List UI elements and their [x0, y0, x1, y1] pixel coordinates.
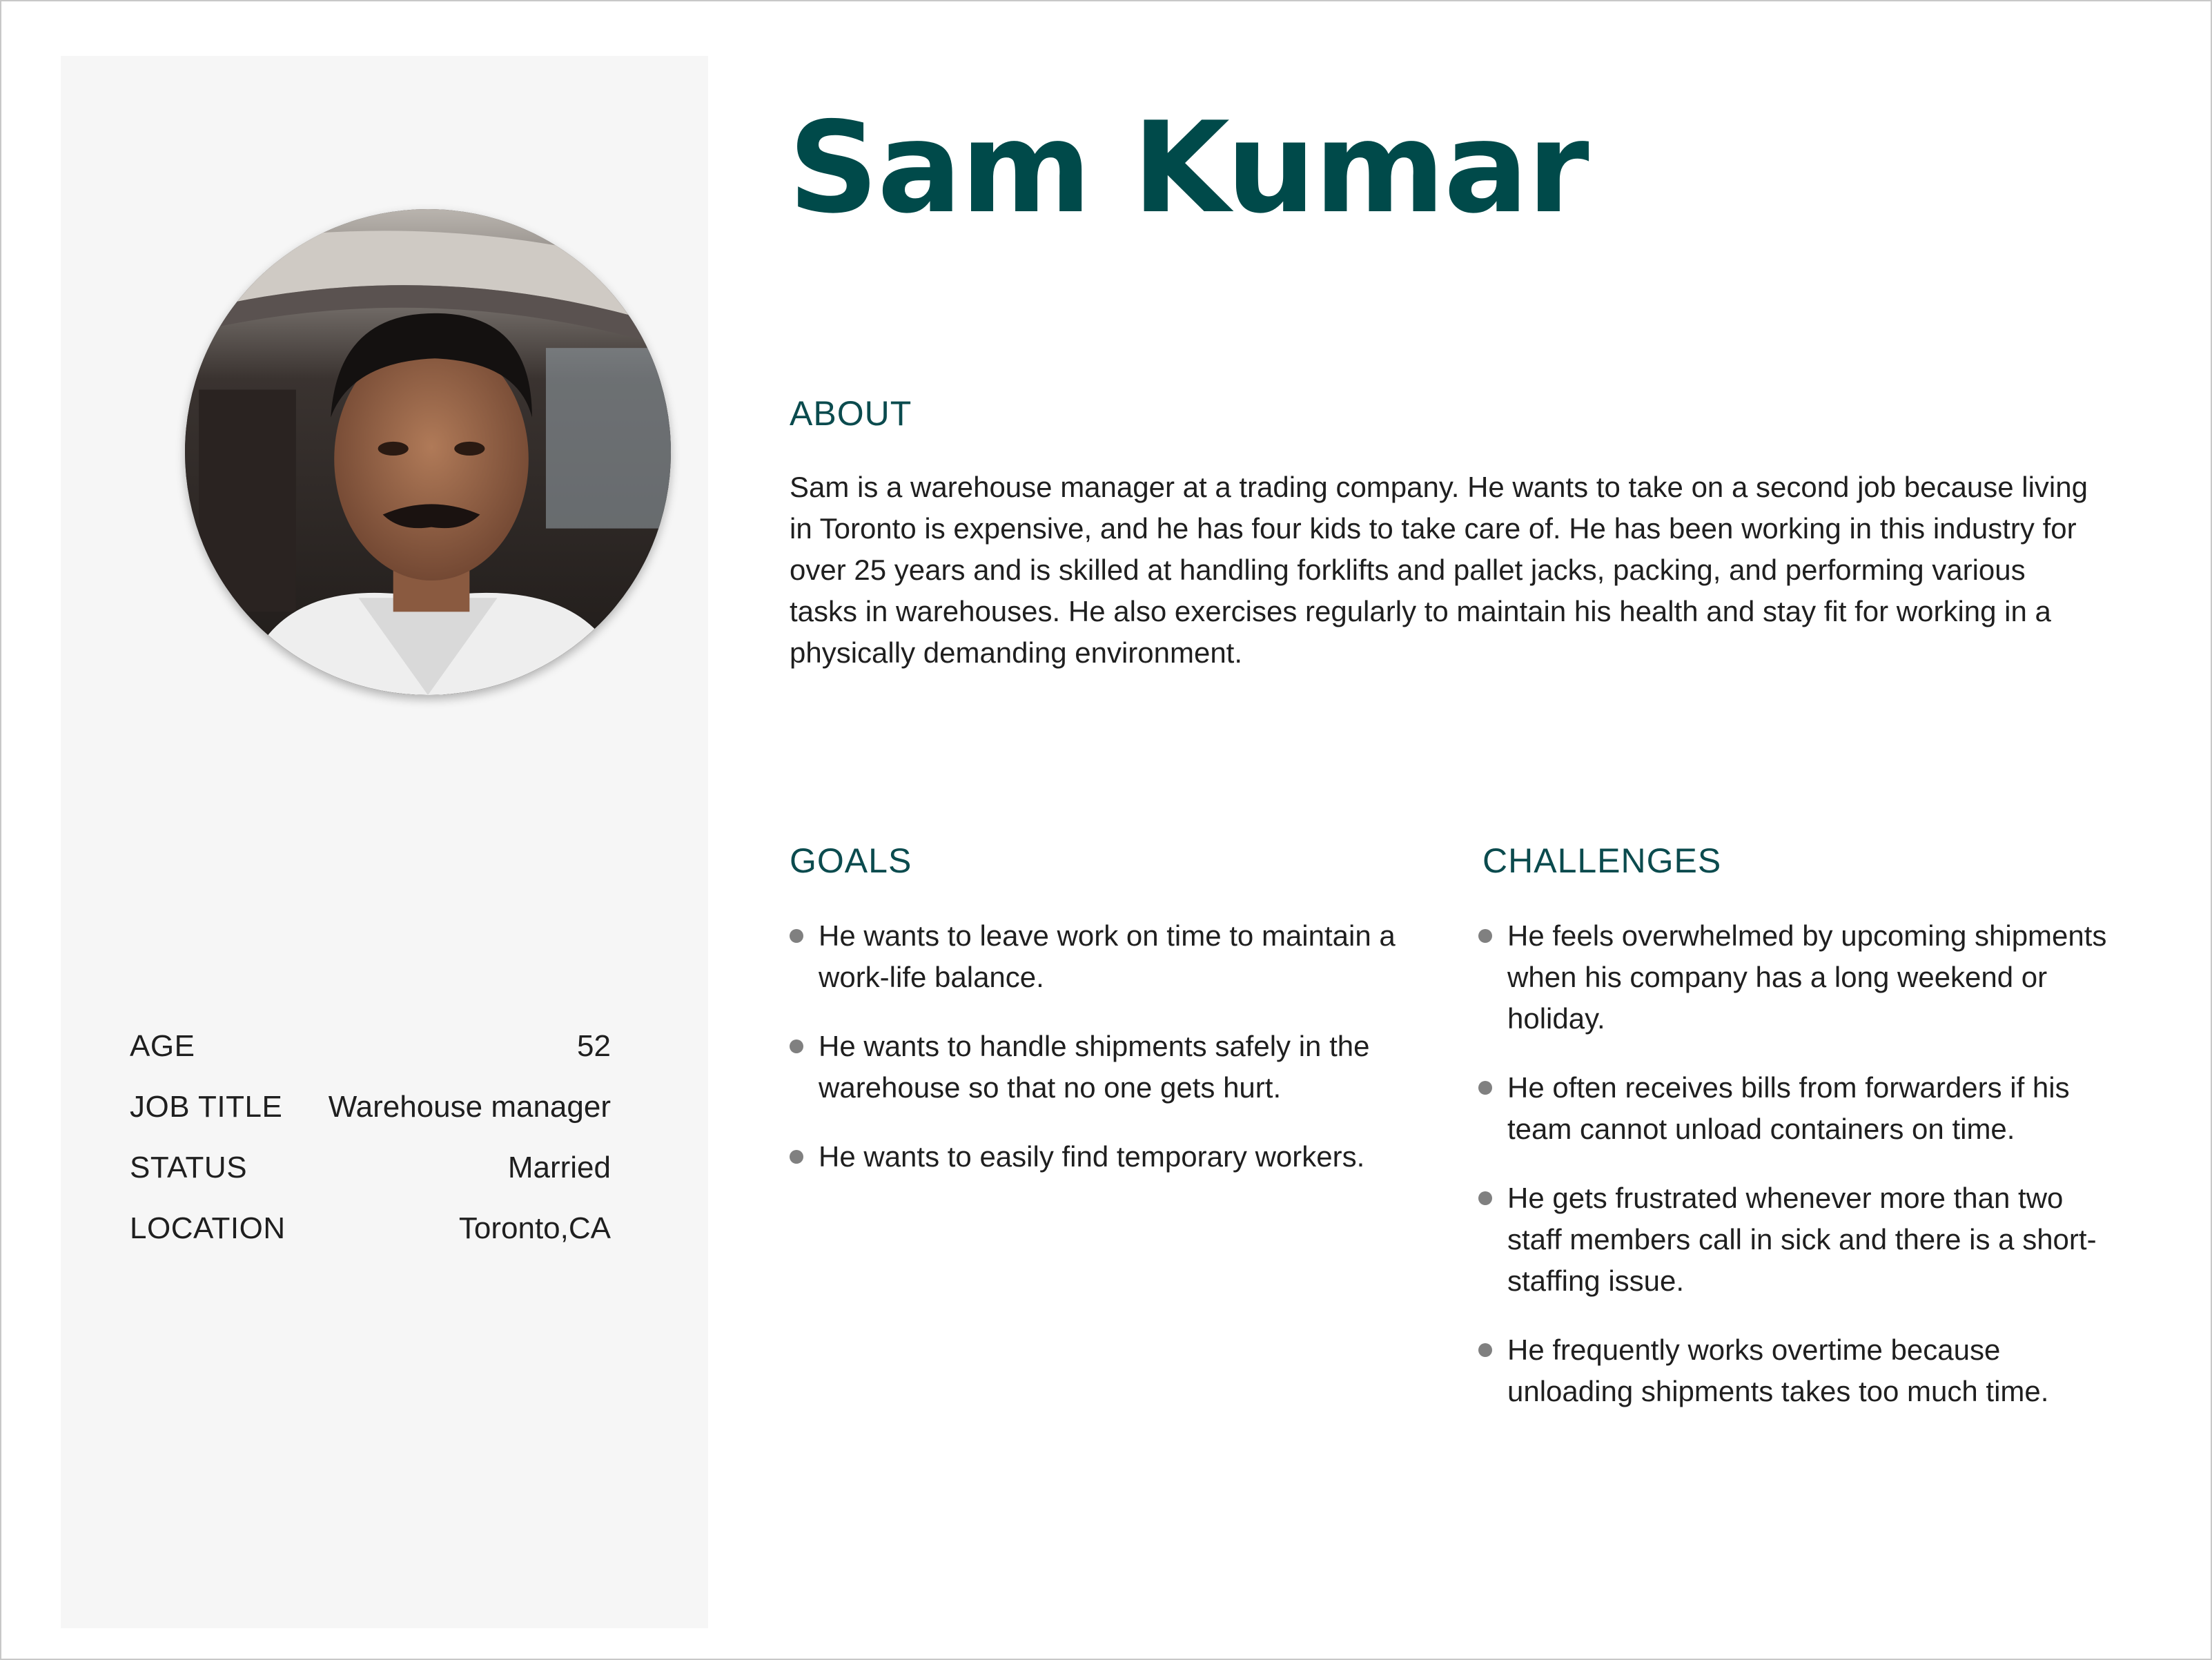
list-item — [790, 1026, 1397, 1109]
bullet-icon — [790, 1039, 803, 1053]
goal-text: He wants to easily find temporary workers. — [819, 1140, 1365, 1173]
bullet-icon — [1478, 1343, 1492, 1357]
bullet-icon — [790, 929, 803, 943]
list-item — [790, 915, 1397, 998]
goal-text: He wants to leave work on time to maintain a work-life balance. — [819, 919, 1396, 993]
bullet-icon — [1478, 1081, 1492, 1095]
list-item — [790, 1136, 1397, 1178]
challenge-text: He frequently works overtime because unloading shipments takes too much time. — [1507, 1334, 2049, 1407]
fact-value: Toronto,CA — [458, 1211, 611, 1245]
portrait-photo — [185, 209, 671, 695]
goal-text: He wants to handle shipments safely in the warehouse so that no one gets hurt. — [819, 1030, 1370, 1104]
goals-list — [790, 915, 1397, 1205]
challenge-text: He often receives bills from forwarders if his team cannot unload containers on time. — [1507, 1071, 2070, 1145]
list-item — [1478, 1178, 2113, 1302]
fact-label: AGE — [130, 1029, 195, 1063]
persona-name: Sam Kumar — [788, 95, 1588, 241]
challenges-heading: CHALLENGES — [1482, 841, 1722, 880]
persona-facts — [130, 1029, 611, 1272]
challenge-text: He gets frustrated whenever more than two staff members call in sick and there is a short-staffing issue. — [1507, 1182, 2097, 1297]
challenges-list — [1478, 915, 2113, 1440]
fact-label: STATUS — [130, 1151, 248, 1184]
about-heading: ABOUT — [790, 394, 912, 433]
fact-location — [130, 1211, 611, 1272]
profile-panel — [61, 56, 708, 1628]
fact-value: Warehouse manager — [328, 1090, 611, 1124]
goals-heading: GOALS — [790, 841, 912, 880]
fact-age — [130, 1029, 611, 1090]
bullet-icon — [1478, 1191, 1492, 1205]
fact-label: LOCATION — [130, 1211, 286, 1245]
fact-value: 52 — [577, 1029, 611, 1063]
list-item — [1478, 915, 2113, 1039]
fact-label: JOB TITLE — [130, 1090, 283, 1124]
bullet-icon — [1478, 929, 1492, 943]
bullet-icon — [790, 1150, 803, 1164]
about-text: Sam is a warehouse manager at a trading company. He wants to take on a second job because living in Toronto is expensive, and he has four kids to take care of. He has been working in this industry for over 25 years and is skilled at handling forklifts and pallet jacks, packing, and performing various tasks in warehouses. He also exercises regularly to maintain his health and stay fit for working in a physically demanding environment. — [790, 471, 2088, 669]
fact-value: Married — [507, 1151, 611, 1184]
avatar — [185, 209, 671, 695]
list-item — [1478, 1329, 2113, 1412]
fact-status — [130, 1151, 611, 1211]
fact-job-title — [130, 1090, 611, 1151]
challenge-text: He feels overwhelmed by upcoming shipments when his company has a long weekend or holiday. — [1507, 919, 2107, 1035]
list-item — [1478, 1067, 2113, 1150]
